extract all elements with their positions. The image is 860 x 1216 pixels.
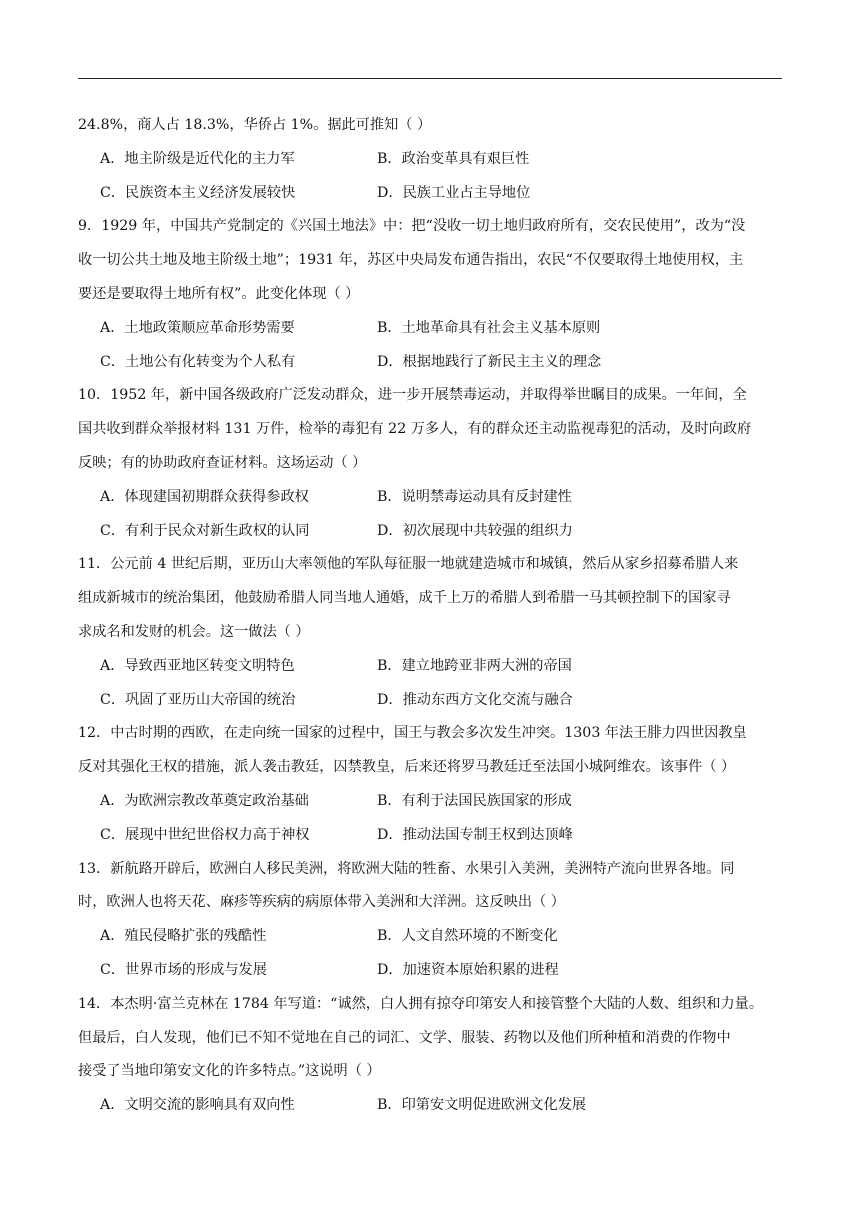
option-row bbox=[78, 785, 788, 819]
question-stem-line: 时，欧洲人也将天花、麻疹等疾病的病原体带入美洲和大洋洲。这反映出（ ） bbox=[78, 894, 565, 911]
question-stem-line: 11．公元前 4 世纪后期，亚历山大率领他的军队每征服一地就建造城市和城镇，然后从家乡招募希腊人来 bbox=[78, 556, 739, 573]
option-row bbox=[78, 650, 788, 684]
option-row bbox=[78, 481, 788, 515]
option-row bbox=[78, 143, 788, 177]
option-row bbox=[78, 819, 788, 853]
question-stem-line: 13．新航路开辟后，欧洲白人移民美洲，将欧洲大陆的牲畜、水果引入美洲，美洲特产流向世界各地。同 bbox=[78, 860, 735, 877]
option-d[interactable]: D．加速资本原始积累的进程 bbox=[377, 961, 559, 978]
option-a[interactable]: A．文明交流的影响具有双向性 bbox=[100, 1097, 295, 1114]
option-b[interactable]: B．人文自然环境的不断变化 bbox=[377, 928, 558, 945]
intro-stem-line: 24.8%，商人占 18.3%，华侨占 1%。据此可推知（ ） bbox=[78, 117, 432, 133]
option-b[interactable]: B．建立地跨亚非两大洲的帝国 bbox=[377, 657, 572, 674]
option-a[interactable]: A．体现建国初期群众获得参政权 bbox=[100, 488, 309, 505]
question-stem-line: 12．中古时期的西欧，在走向统一国家的过程中，国王与教会多次发生冲突。1303 年法王腓力四世因教皇 bbox=[78, 725, 747, 742]
question-stem-line: 反映；有的协助政府查证材料。这场运动（ ） bbox=[78, 454, 367, 471]
question-stem-line: 收一切公共土地及地主阶级土地”；1931 年，苏区中央局发布通告指出，农民“不仅要取得土地使用权，主 bbox=[78, 252, 744, 269]
question-14 bbox=[78, 988, 788, 1123]
header-rule bbox=[78, 78, 782, 79]
option-b[interactable]: B．印第安文明促进欧洲文化发展 bbox=[377, 1097, 587, 1114]
question-stem-line: 接受了当地印第安文化的许多特点。”这说明（ ） bbox=[78, 1063, 381, 1080]
question-10 bbox=[78, 379, 788, 548]
question-stem-line: 组成新城市的统治集团，他鼓励希腊人同当地人通婚，成千上万的希腊人到希腊一马其顿控制下的国家寻 bbox=[78, 590, 731, 607]
option-row bbox=[78, 312, 788, 346]
option-d[interactable]: D．推动东西方文化交流与融合 bbox=[377, 691, 573, 708]
option-c[interactable]: C．巩固了亚历山大帝国的统治 bbox=[100, 691, 296, 708]
option-row bbox=[78, 177, 788, 211]
question-11 bbox=[78, 548, 788, 717]
question-12 bbox=[78, 717, 788, 852]
question-stem-line: 9．1929 年，中国共产党制定的《兴国土地法》中：把“没收一切土地归政府所有，交农民使用”，改为“没 bbox=[78, 218, 746, 235]
option-c[interactable]: C．有利于民众对新生政权的认同 bbox=[100, 522, 310, 539]
option-c[interactable]: C．土地公有化转变为个人私有 bbox=[100, 353, 296, 370]
question-stem-line: 反对其强化王权的措施，派人袭击教廷，囚禁教皇，后来还将罗马教廷迁至法国小城阿维农。该事件（ ） bbox=[78, 759, 736, 776]
option-b[interactable]: B．说明禁毒运动具有反封建性 bbox=[377, 488, 572, 505]
option-d[interactable]: D．民族工业占主导地位 bbox=[377, 184, 531, 201]
option-b[interactable]: B．土地革命具有社会主义基本原则 bbox=[377, 319, 601, 336]
option-a[interactable]: A．土地政策顺应革命形势需要 bbox=[100, 319, 295, 336]
exam-page-content bbox=[78, 109, 788, 1123]
question-13 bbox=[78, 853, 788, 988]
question-stem-line: 求成名和发财的机会。这一做法（ ） bbox=[78, 623, 310, 640]
option-a[interactable]: A．地主阶级是近代化的主力军 bbox=[100, 150, 295, 167]
option-a[interactable]: A．为欧洲宗教改革奠定政治基础 bbox=[100, 792, 309, 809]
option-row bbox=[78, 1089, 788, 1123]
option-a[interactable]: A．殖民侵略扩张的残酷性 bbox=[100, 928, 267, 945]
question-stem-line: 国共收到群众举报材料 131 万件，检举的毒犯有 22 万多人，有的群众还主动监视毒犯的活动，及时向政府 bbox=[78, 421, 752, 438]
option-d[interactable]: D．初次展现中共较强的组织力 bbox=[377, 522, 573, 539]
option-b[interactable]: B．有利于法国民族国家的形成 bbox=[377, 792, 572, 809]
question-9 bbox=[78, 210, 788, 379]
question-stem-line: 14．本杰明·富兰克林在 1784 年写道：“诚然，白人拥有掠夺印第安人和接管整个大陆的人数、组织和力量。 bbox=[78, 995, 764, 1012]
option-row bbox=[78, 684, 788, 718]
option-row bbox=[78, 954, 788, 988]
option-row bbox=[78, 515, 788, 549]
option-c[interactable]: C．展现中世纪世俗权力高于神权 bbox=[100, 826, 310, 843]
option-d[interactable]: D．根据地践行了新民主主义的理念 bbox=[377, 353, 602, 370]
option-b[interactable]: B．政治变革具有艰巨性 bbox=[377, 150, 530, 167]
option-row bbox=[78, 346, 788, 380]
option-a[interactable]: A．导致西亚地区转变文明特色 bbox=[100, 657, 295, 674]
question-stem-line: 10．1952 年，新中国各级政府广泛发动群众，进一步开展禁毒运动，并取得举世瞩目的成果。一年间，全 bbox=[78, 387, 747, 404]
question-stem-line: 但最后，白人发现，他们已不知不觉地在自己的词汇、文学、服装、药物以及他们所种植和消费的作物中 bbox=[78, 1029, 731, 1046]
option-row bbox=[78, 920, 788, 954]
option-d[interactable]: D．推动法国专制王权到达顶峰 bbox=[377, 826, 573, 843]
option-c[interactable]: C．世界市场的形成与发展 bbox=[100, 961, 267, 978]
option-c[interactable]: C．民族资本主义经济发展较快 bbox=[100, 184, 296, 201]
question-stem-line: 要还是要取得土地所有权”。此变化体现（ ） bbox=[78, 285, 360, 302]
